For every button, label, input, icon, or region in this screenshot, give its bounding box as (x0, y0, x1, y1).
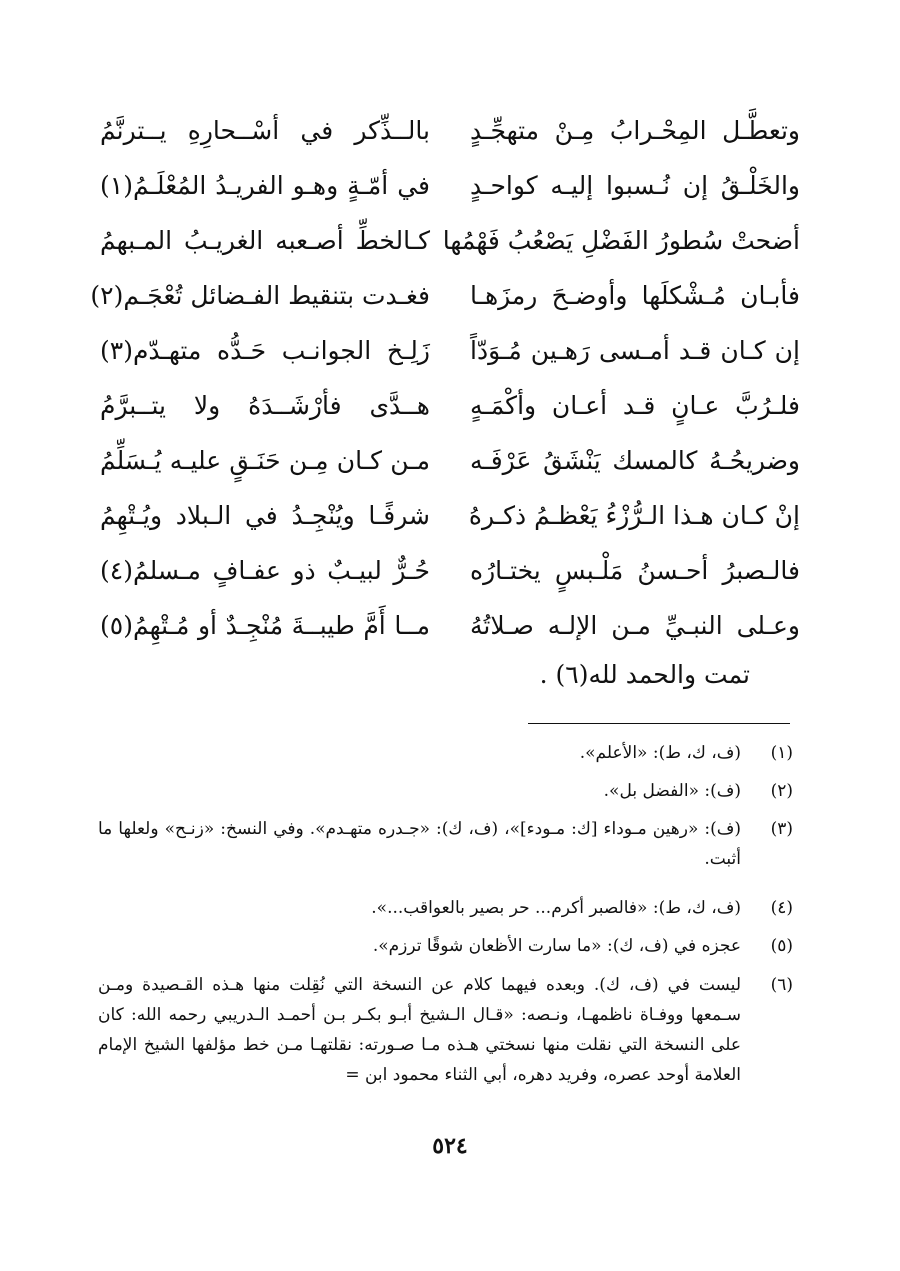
footnote (98, 738, 793, 768)
verse-second-hemistich: فغـدت بتنقيط الفـضائل تُعْجَـم(٢) (90, 280, 430, 310)
footnote-text: عجزه في (ف، ك): «ما سارت الأظعان شوقًا ترزم». (372, 936, 741, 956)
verse-first-hemistich: إن كـان قـد أمـسى رَهـين مُـوَدّاً (470, 335, 800, 365)
verse-second-hemistich: هــدَّى فأرْشَــدَهُ ولا يتــبرَّمُ (100, 390, 430, 420)
closing-line: تمت والحمد لله(٦) . (539, 660, 750, 689)
verse-first-hemistich: والخَلْـقُ إن نُـسبوا إليـه كواحـدٍ (470, 170, 800, 200)
verse-second-hemistich: مــا أَمَّ طيبــةَ مُنْجِـدٌ أو مُـتْهِمُ(٥) (100, 610, 430, 640)
page-number: ٥٢٤ (432, 1133, 468, 1159)
verse-line (100, 157, 800, 213)
verse-second-hemistich: في أمّـةٍ وهـو الفريـدُ المُعْلَـمُ(١) (100, 170, 430, 200)
footnote-number: (٥) (770, 936, 793, 956)
footnote (98, 893, 793, 923)
footnote (98, 970, 793, 1090)
verse-first-hemistich: فالـصبرُ أحـسنُ مَلْـبسٍ يختـارُه (470, 555, 800, 585)
footnote-text: (ف، ك، ط): «فالصبر أكرم... حر بصير بالعواقب...». (371, 898, 741, 918)
verse-second-hemistich: حُـرٌّ لبيـبٌ ذو عفـافٍ مـسلمُ(٤) (100, 555, 430, 585)
verse-second-hemistich: شرفًـا ويُنْجِـدُ في الـبلاد ويُـتْهِمُ (100, 500, 430, 530)
verse-first-hemistich: فلـرُبَّ عـانٍ قـد أعـان وأكْمَـهٍ (470, 390, 800, 420)
verse-first-hemistich: وضريحُـهُ كالمسك يَنْشَقُ عَرْفَـه (470, 445, 800, 475)
footnote (98, 931, 793, 961)
footnote-number: (٤) (770, 898, 793, 918)
footnote-number: (١) (770, 743, 793, 763)
verse-second-hemistich: زَلِـخ الجوانـب حَـدُّه متهـدّم(٣) (100, 335, 430, 365)
verse-line (100, 432, 800, 488)
verse-line (100, 322, 800, 378)
footnote-number: (٢) (770, 781, 793, 801)
footnote-text: ليست في (ف، ك). وبعده فيهما كلام عن النسخة التي نُقِلت منها هـذه القـصيدة ومـن سـمعها ووفـاة ناظمهـا، ونـصه: «قـال الـشيخ أبـو بكـر بـن أحمـد الـدريبي رحمه الله: كان على النسخة التي نقلت منها نسختي هـذه مـا صـورته: نقلتهـا مـن خط مؤلفها الشيخ الإمام العلامة أوحد عصره، وفريد دهره، أبي الثناء محمود ابن = (98, 975, 741, 1085)
verse-line (100, 542, 800, 598)
verse-line (100, 487, 800, 543)
verse-line (100, 102, 800, 158)
verse-line (100, 597, 800, 653)
footnote-number: (٦) (770, 975, 793, 995)
footnote-text: (ف): «رهين مـوداء [ك: مـودء]»، (ف، ك): «جـدره متهـدم». وفي النسخ: «زنـح» ولعلها ما أثبت. (98, 819, 741, 869)
footnote-text: (ف، ك، ط): «الأعلم». (579, 743, 741, 763)
verse-second-hemistich: كـالخطِّ أصـعبه الغريـبُ المـبهمُ (100, 225, 430, 255)
footnote-number: (٣) (770, 819, 793, 839)
footnote (98, 776, 793, 806)
verse-first-hemistich: أضحتْ سُطورُ الفَضْلِ يَصْعُبُ فَهْمُها (442, 225, 800, 255)
verse-second-hemistich: مـن كـان مِـن حَنَـقٍ عليـه يُـسَلِّمُ (100, 445, 430, 475)
verse-first-hemistich: إنْ كـان هـذا الـرُّزْءُ يَعْظـمُ ذكـرهُ (468, 500, 800, 530)
verse-line (100, 212, 800, 268)
footnote-divider (528, 723, 790, 724)
verse-first-hemistich: وتعطَّـل المِحْـرابُ مِـنْ متهجِّـدٍ (470, 115, 800, 145)
footnote-text: (ف): «الفضل بل». (603, 781, 741, 801)
verse-line (90, 267, 800, 323)
footnote (98, 814, 793, 874)
verse-line (100, 377, 800, 433)
verse-first-hemistich: فأبـان مُـشْكلَها وأوضـحَ رمزَهـا (470, 280, 800, 310)
verse-second-hemistich: بالــذِّكر في أسْــحارِهِ يــترنَّمُ (100, 115, 430, 145)
verse-first-hemistich: وعـلى النبـيِّ مـن الإلـه صـلاتُهُ (470, 610, 800, 640)
